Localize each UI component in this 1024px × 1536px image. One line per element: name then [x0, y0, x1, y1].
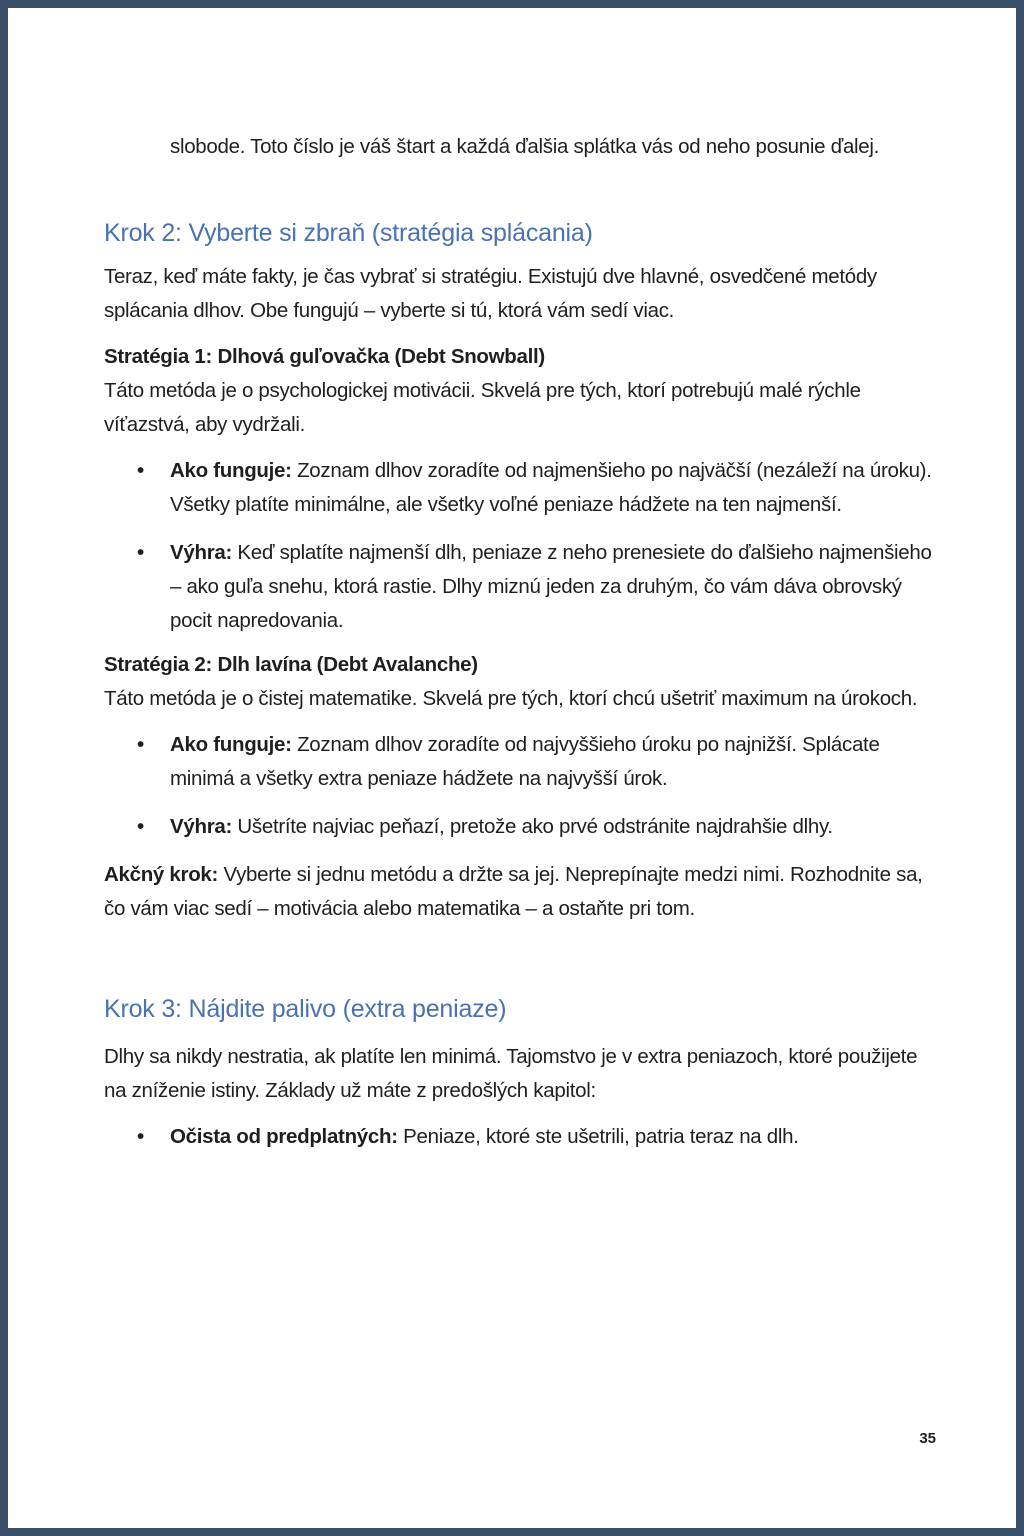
strategy1-title: Stratégia 1: Dlhová guľovačka (Debt Snowball) — [104, 345, 545, 368]
continuation-paragraph: slobode. Toto číslo je váš štart a každá ďalšia splátka vás od neho posunie ďalej. — [170, 135, 880, 158]
strategy2-title: Stratégia 2: Dlh lavína (Debt Avalanche) — [104, 653, 478, 676]
step3-heading: Krok 3: Nájdite palivo (extra peniaze) — [104, 995, 507, 1023]
action-step-label: Akčný krok: — [104, 863, 219, 886]
bullet-text: Keď splatíte najmenší dlh, peniaze z neho prenesiete do ďalšieho najmenšieho – ako guľa snehu, ktorá rastie. Dlhy miznú jeden za druhým, čo vám dáva obrovský pocit napredovania. — [170, 541, 932, 632]
list-item — [104, 1120, 944, 1154]
bullet-text: Ušetríte najviac peňazí, pretože ako prvé odstránite najdrahšie dlhy. — [232, 815, 833, 838]
page-number: 35 — [919, 1430, 936, 1447]
strategy2-list — [104, 728, 944, 844]
list-item — [104, 536, 944, 638]
bullet-icon: • — [137, 1125, 144, 1148]
step2-intro: Teraz, keď máte fakty, je čas vybrať si stratégiu. Existujú dve hlavné, osvedčené metódy splácania dlhov. Obe fungujú – vyberte si tú, ktorá vám sedí viac. — [104, 265, 877, 322]
bullet-icon: • — [137, 733, 144, 756]
bullet-text: Zoznam dlhov zoradíte od najmenšieho po najväčší (nezáleží na úroku). Všetky platíte minimálne, ale všetky voľné peniaze hádžete na ten najmenší. — [170, 459, 932, 516]
step2-heading: Krok 2: Vyberte si zbraň (stratégia splácania) — [104, 219, 593, 247]
strategy2-description: Táto metóda je o čistej matematike. Skvelá pre tých, ktorí chcú ušetriť maximum na úrokoch. — [104, 687, 918, 710]
list-item — [104, 810, 944, 844]
bullet-label: Ako funguje: — [170, 733, 292, 756]
bullet-text: Peniaze, ktoré ste ušetrili, patria teraz na dlh. — [397, 1125, 799, 1148]
bullet-icon: • — [137, 459, 144, 482]
action-step-paragraph — [104, 858, 944, 926]
bullet-label: Očista od predplatných: — [170, 1125, 398, 1148]
action-step-text: Vyberte si jednu metódu a držte sa jej. Neprepínajte medzi nimi. Rozhodnite sa, čo vám viac sedí – motivácia alebo matematika – a ostaňte pri tom. — [104, 863, 923, 920]
bullet-icon: • — [137, 541, 144, 564]
bullet-label: Ako funguje: — [170, 459, 292, 482]
strategy1-description: Táto metóda je o psychologickej motivácii. Skvelá pre tých, ktorí potrebujú malé rýchle víťazstvá, aby vydržali. — [104, 379, 861, 436]
bullet-label: Výhra: — [170, 541, 233, 564]
bullet-text: Zoznam dlhov zoradíte od najvyššieho úroku po najnižší. Splácate minimá a všetky extra peniaze hádžete na najvyšší úrok. — [170, 733, 880, 790]
bullet-icon: • — [137, 815, 144, 838]
list-item — [104, 728, 944, 796]
bullet-label: Výhra: — [170, 815, 233, 838]
strategy1-list — [104, 454, 944, 638]
step3-intro: Dlhy sa nikdy nestratia, ak platíte len minimá. Tajomstvo je v extra peniazoch, ktoré použijete na zníženie istiny. Základy už máte z predošlých kapitol: — [104, 1045, 918, 1102]
step3-list — [104, 1120, 944, 1154]
document-page — [8, 8, 1016, 1528]
list-item — [104, 454, 944, 522]
page-content — [104, 130, 944, 1168]
